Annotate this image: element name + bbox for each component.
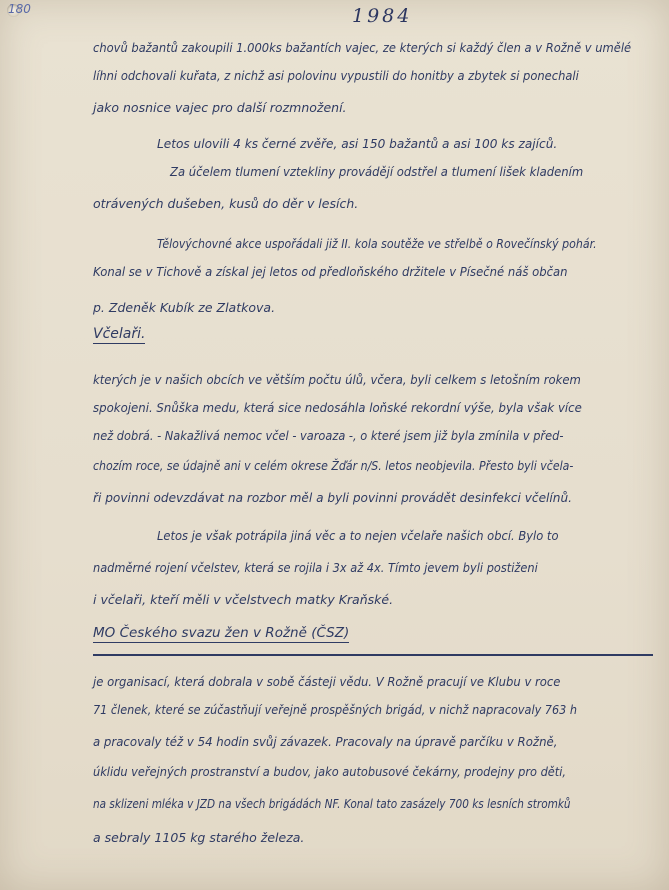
text-line: než dobrá. - Nakažlivá nemoc včel - varoaza -, o které jsem již byla zmínila v před- xyxy=(93,428,564,443)
text-line: ři povinni odevzdávat na rozbor měl a byli povinni provádět desinfekci včelínů. xyxy=(93,490,572,505)
text-line: Tělovýchovné akce uspořádali již II. kola soutěže ve střelbě o Rovečínský pohár. xyxy=(157,236,597,251)
text-line: p. Zdeněk Kubík ze Zlatkova. xyxy=(93,300,276,315)
text-line: jako nosnice vajec pro další rozmnožení. xyxy=(93,100,347,115)
text-line: a pracovaly též v 54 hodin svůj závazek. Pracovaly na úpravě parčíku v Rožně, xyxy=(93,734,558,749)
text-line: a sebraly 1105 kg starého železa. xyxy=(93,830,305,845)
text-line: Konal se v Tichově a získal jej letos od předloňského držitele v Písečné náš občan xyxy=(93,264,568,279)
text-line: otrávených dušeben, kusů do děr v lesích. xyxy=(93,196,359,211)
text-line: úklidu veřejných prostranství a budov, jako autobusové čekárny, prodejny pro děti, xyxy=(93,764,567,779)
text-line: je organisací, která dobrala v sobě částeji vědu. V Rožně pracují ve Klubu v roce xyxy=(93,674,561,689)
text-line: spokojeni. Snůška medu, která sice nedosáhla loňské rekordní výše, byla však více xyxy=(93,400,582,415)
text-line: Za účelem tlumení vztekliny provádějí odstřel a tlumení lišek kladením xyxy=(170,164,584,179)
text-line: nadměrné rojení včelstev, která se rojila i 3x až 4x. Tímto jevem byli postiženi xyxy=(93,560,538,575)
text-line: kterých je v našich obcích ve větším počtu úlů, včera, byli celkem s letošním rokem xyxy=(93,372,581,387)
section-heading-vcelari: Včelaři. xyxy=(93,326,146,342)
text-line: Letos je však potrápila jiná věc a to nejen včelaře našich obcí. Bylo to xyxy=(157,528,559,543)
text-line: i včelaři, kteří měli v včelstvech matky Kraňské. xyxy=(93,592,394,607)
text-line: na sklizeni mléka v JZD na všech brigádách NF. Konal tato zasázely 700 ks lesních stromků xyxy=(93,796,571,811)
year-heading: 1984 xyxy=(352,5,413,27)
text-line: Letos ulovili 4 ks černé zvěře, asi 150 bažantů a asi 100 ks zajíců. xyxy=(157,136,558,151)
text-line: chozím roce, se údajně ani v celém okrese Žďár n/S. letos neobjevila. Přesto byli včela- xyxy=(93,458,574,473)
text-line: 71 členek, které se zúčastňují veřejně prospěšných brigád, v nichž napracovaly 763 h xyxy=(93,702,577,717)
section-heading-csz: MO Českého svazu žen v Rožně (ČSZ) xyxy=(93,625,350,641)
text-line: líhni odchovali kuřata, z nichž asi polovinu vypustili do honitby a zbytek si ponechali xyxy=(93,68,579,83)
page-number: 180 xyxy=(8,2,31,16)
text-line: chovů bažantů zakoupili 1.000ks bažantích vajec, ze kterých si každý člen a v Rožně v umělé xyxy=(93,40,632,55)
section-rule xyxy=(93,654,653,656)
